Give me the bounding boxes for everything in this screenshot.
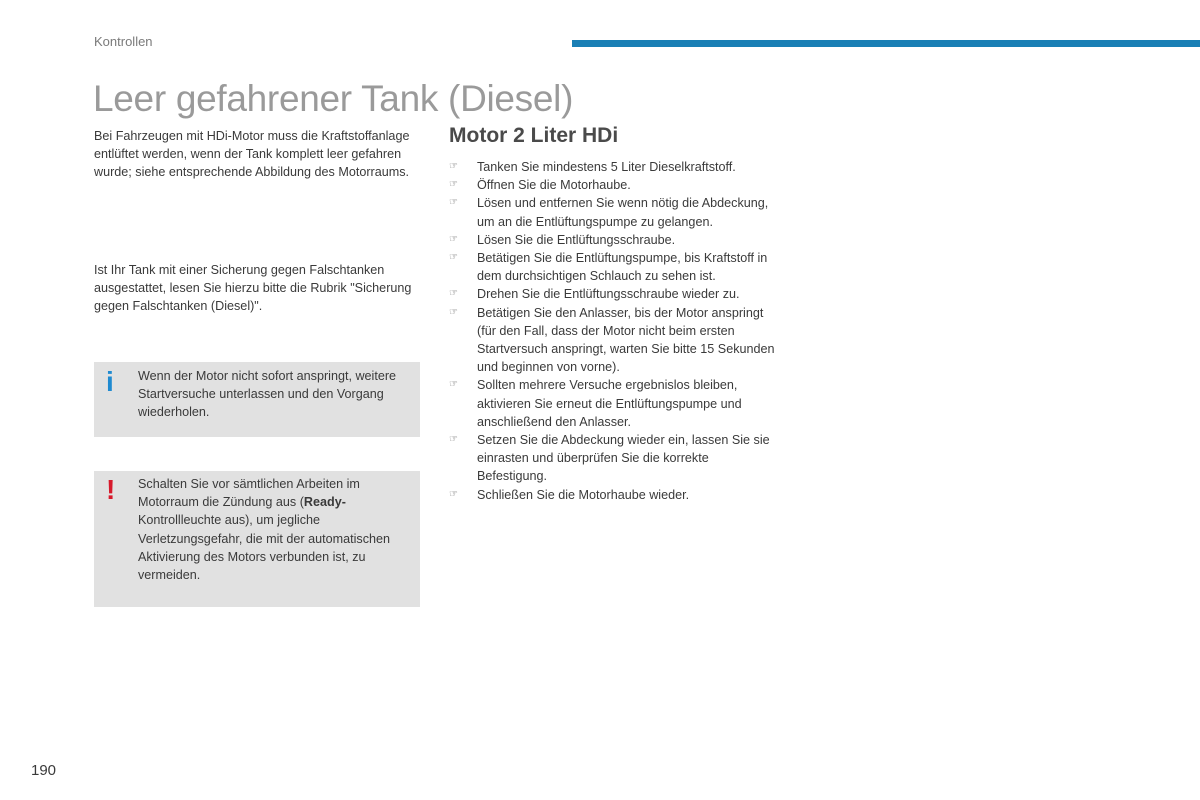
warning-icon: ! <box>106 474 116 505</box>
step-text: Lösen und entfernen Sie wenn nötig die Abdeckung, um an die Entlüftungspumpe zu gelangen. <box>477 196 769 229</box>
header-accent-bar <box>572 40 1200 47</box>
step-text: Sollten mehrere Versuche ergebnislos bleiben, aktivieren Sie erneut die Entlüftungspumpe und anschließend den Anlasser. <box>477 378 742 429</box>
section-heading: Motor 2 Liter HDi <box>449 124 619 147</box>
pointing-hand-bullet-icon: ☞ <box>449 306 458 318</box>
step-text: Öffnen Sie die Motorhaube. <box>477 178 631 193</box>
info-note-text: Wenn der Motor nicht sofort anspringt, weitere Startversuche unterlassen und den Vorgang wiederholen. <box>138 369 397 420</box>
step-text: Betätigen Sie den Anlasser, bis der Motor anspringt (für den Fall, dass der Motor nicht beim ersten Startversuch anspringt, warten Sie bitte 15 Sekunden und beginnen von vorne). <box>477 305 775 375</box>
warning-text-part1: Schalten Sie vor sämtlichen Arbeiten im Motorraum die Zündung aus ( <box>138 477 360 510</box>
warning-note-text <box>138 475 414 584</box>
procedure-step <box>449 194 779 230</box>
misfuel-paragraph: Ist Ihr Tank mit einer Sicherung gegen Falschtanken ausgestattet, lesen Sie hierzu bitte die Rubrik "Sicherung gegen Falschtanken (Diesel)". <box>94 263 412 314</box>
procedure-steps-list <box>449 158 779 504</box>
pointing-hand-bullet-icon: ☞ <box>449 161 458 172</box>
step-text: Setzen Sie die Abdeckung wieder ein, lassen Sie sie einrasten und überprüfen Sie die korrekte Befestigung. <box>477 433 770 484</box>
procedure-step <box>449 304 779 377</box>
step-text: Betätigen Sie die Entlüftungspumpe, bis Kraftstoff in dem durchsichtigen Schlauch zu sehen ist. <box>477 251 768 284</box>
pointing-hand-bullet-icon: ☞ <box>449 288 458 300</box>
warning-text-bold: Ready- <box>303 495 346 510</box>
procedure-step <box>449 176 779 194</box>
procedure-step <box>449 285 779 303</box>
step-text: Schließen Sie die Motorhaube wieder. <box>477 487 690 502</box>
pointing-hand-bullet-icon: ☞ <box>449 179 458 191</box>
step-text: Tanken Sie mindestens 5 Liter Dieselkraftstoff. <box>477 160 736 174</box>
info-icon: i <box>106 366 114 397</box>
warning-note-box <box>94 471 420 607</box>
page-number: 190 <box>31 762 57 779</box>
page-title: Leer gefahrener Tank (Diesel) <box>93 78 574 119</box>
pointing-hand-bullet-icon: ☞ <box>449 197 458 209</box>
procedure-step <box>449 376 779 431</box>
pointing-hand-bullet-icon: ☞ <box>449 233 458 245</box>
procedure-step <box>449 231 779 249</box>
procedure-step <box>449 249 779 285</box>
procedure-step <box>449 158 779 176</box>
procedure-step <box>449 431 779 486</box>
intro-paragraph: Bei Fahrzeugen mit HDi-Motor muss die Kraftstoffanlage entlüftet werden, wenn der Tank komplett leer gefahren wurde; siehe entsprechende Abbildung des Motorraums. <box>94 129 410 180</box>
pointing-hand-bullet-icon: ☞ <box>449 434 458 446</box>
step-text: Lösen Sie die Entlüftungsschraube. <box>477 232 676 247</box>
section-label: Kontrollen <box>94 34 153 49</box>
warning-text-part2: Kontrollleuchte aus), um jegliche Verletzungsgefahr, die mit der automatischen Aktivierung des Motors verbunden ist, zu vermeiden. <box>138 513 391 583</box>
pointing-hand-bullet-icon: ☞ <box>449 379 458 391</box>
pointing-hand-bullet-icon: ☞ <box>449 488 458 500</box>
step-text: Drehen Sie die Entlüftungsschraube wieder zu. <box>477 287 740 302</box>
pointing-hand-bullet-icon: ☞ <box>449 252 458 264</box>
info-note-box <box>94 362 420 437</box>
procedure-step <box>449 486 779 504</box>
